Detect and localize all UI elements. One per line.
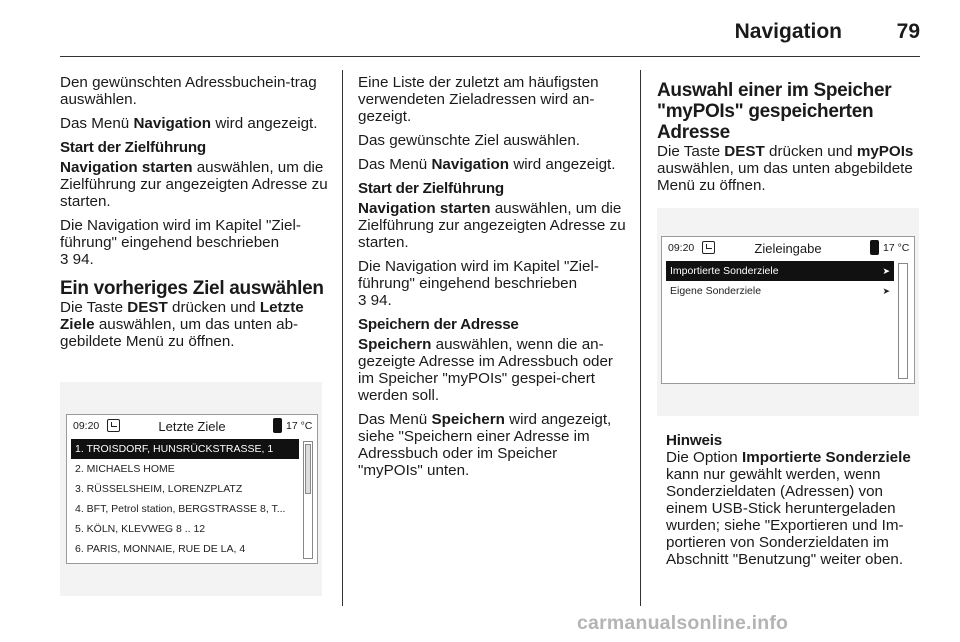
- paragraph: [358, 156, 626, 173]
- paragraph: Das gewünschte Ziel auswählen.: [358, 132, 581, 149]
- scroll-thumb[interactable]: [305, 444, 311, 494]
- text: Die Taste: [657, 143, 725, 160]
- text: drücken und: [167, 299, 260, 316]
- chevron-right-icon: ➤: [882, 266, 890, 276]
- status-bar: [662, 237, 914, 259]
- paragraph: Eine Liste der zuletzt am häufigsten verwendeten Zieladressen wird an-gezeigt.: [358, 74, 599, 125]
- screen-title: Letzte Ziele: [158, 419, 226, 434]
- paragraph: [60, 159, 328, 210]
- text: Das Menü: [60, 115, 134, 132]
- bold-text: myPOIs: [856, 143, 914, 160]
- bold-text: Navigation: [431, 156, 510, 173]
- page-number: 79: [896, 20, 920, 43]
- list-item[interactable]: [666, 281, 894, 301]
- text: Die Navigation wird im Kapitel "Ziel-führung" eingehend beschrieben: [60, 217, 301, 251]
- header-rule: [60, 56, 920, 57]
- column-divider-2: [640, 70, 641, 606]
- list-item[interactable]: 5. KÖLN, KLEVWEG 8 .. 12: [75, 523, 206, 535]
- scrollbar[interactable]: [898, 263, 908, 379]
- text: auswählen, wenn die an-gezeigte Adresse im Adressbuch oder im Speicher "myPOIs" gespei-chert werden soll.: [358, 336, 613, 404]
- text: auswählen, um das unten ab-gebildete Menü zu öffnen.: [60, 316, 299, 350]
- text: auswählen, um das unten abgebildete Menü zu öffnen.: [657, 160, 913, 194]
- text: Die Taste: [60, 299, 128, 316]
- page-reference: 3 94.: [60, 251, 94, 268]
- page-title: Navigation: [734, 20, 842, 43]
- bold-text: Importierte Sonderziele: [741, 449, 911, 466]
- section-heading: Start der Zielführung: [60, 139, 206, 156]
- bold-text: Speichern: [431, 411, 505, 428]
- screenshot-zieleingabe: [657, 208, 919, 416]
- thermometer-icon: [273, 418, 282, 433]
- paragraph: [358, 258, 626, 309]
- bold-text: DEST: [127, 299, 168, 316]
- text: Die Option: [666, 449, 742, 466]
- temperature: 17 °C: [286, 420, 313, 432]
- paragraph: [60, 299, 328, 350]
- bold-text: Navigation: [133, 115, 212, 132]
- list-item[interactable]: [666, 261, 894, 281]
- bold-text: DEST: [724, 143, 765, 160]
- list-item[interactable]: 3. RÜSSELSHEIM, LORENZPLATZ: [75, 483, 243, 495]
- clock-time: 09:20: [668, 242, 695, 254]
- section-heading: Start der Zielführung: [358, 180, 504, 197]
- list-item[interactable]: 2. MICHAELS HOME: [75, 463, 175, 475]
- paragraph: [657, 143, 927, 194]
- paragraph: Den gewünschten Adressbuchein-trag auswählen.: [60, 74, 317, 108]
- text: wird angezeigt.: [509, 156, 616, 173]
- page-reference: 3 94.: [358, 292, 392, 309]
- section-heading: Speichern der Adresse: [358, 316, 519, 333]
- paragraph: [358, 411, 626, 479]
- text: auswählen, um die Zielführung zur angezeigten Adresse zu starten.: [358, 200, 626, 251]
- text: wird angezeigt, siehe "Speichern einer Adresse im Adressbuch oder im Speicher "myPOIs" unten.: [358, 411, 612, 479]
- text: Das Menü: [358, 156, 432, 173]
- list-item[interactable]: 1. TROISDORF, HUNSRÜCKSTRASSE, 1: [71, 439, 299, 459]
- page-header: [0, 0, 960, 60]
- column-2: [358, 74, 626, 486]
- text: auswählen, um die Zielführung zur angezeigten Adresse zu starten.: [60, 159, 328, 210]
- text: wird angezeigt.: [211, 115, 318, 132]
- status-bar: [67, 415, 317, 437]
- poi-category-list: [666, 261, 894, 301]
- clock-time: 09:20: [73, 420, 100, 432]
- watermark: carmanualsonline.info: [577, 612, 789, 634]
- screen-title: Zieleingabe: [754, 241, 822, 256]
- text: drücken und: [764, 143, 857, 160]
- column-3: [657, 80, 927, 201]
- column-1: [60, 74, 328, 357]
- paragraph: [358, 200, 626, 251]
- section-title: Ein vorheriges Ziel auswählen: [60, 278, 324, 299]
- display-screen: [661, 236, 915, 384]
- paragraph: [666, 449, 922, 568]
- list-item[interactable]: 6. PARIS, MONNAIE, RUE DE LA, 4: [75, 543, 246, 555]
- text: kann nur gewählt werden, wenn Sonderzieldaten (Adressen) von einem USB-Stick heruntergeladen wurden; siehe "Exportieren und Im-portieren von Sonderzieldaten im Abschnitt "Benutzung" weiter oben.: [666, 466, 904, 568]
- temperature: 17 °C: [883, 242, 910, 254]
- bold-text: Speichern: [358, 336, 432, 353]
- bold-text: Navigation starten: [60, 159, 193, 176]
- column-divider-1: [342, 70, 343, 606]
- bold-text: Navigation starten: [358, 200, 491, 217]
- destination-list: [71, 439, 299, 559]
- display-screen: [66, 414, 318, 564]
- list-item-label: Eigene Sonderziele: [670, 285, 762, 297]
- chevron-right-icon: ➤: [882, 286, 890, 296]
- paragraph: [60, 217, 328, 268]
- screenshot-letzte-ziele: [60, 382, 322, 596]
- paragraph: [358, 336, 626, 404]
- thermometer-icon: [870, 240, 879, 255]
- note-box: [666, 432, 922, 575]
- list-item[interactable]: 4. BFT, Petrol station, BERGSTRASSE 8, T...: [75, 503, 286, 515]
- bold-text: Letzte Ziele: [60, 299, 304, 333]
- text: Das Menü: [358, 411, 432, 428]
- scrollbar[interactable]: [303, 441, 313, 559]
- paragraph: [60, 115, 328, 132]
- note-title: Hinweis: [666, 432, 722, 449]
- list-item-label: Importierte Sonderziele: [670, 265, 779, 277]
- section-title: Auswahl einer im Speicher "myPOIs" gespeicherten Adresse: [657, 80, 892, 143]
- text: Die Navigation wird im Kapitel "Ziel-führung" eingehend beschrieben: [358, 258, 599, 292]
